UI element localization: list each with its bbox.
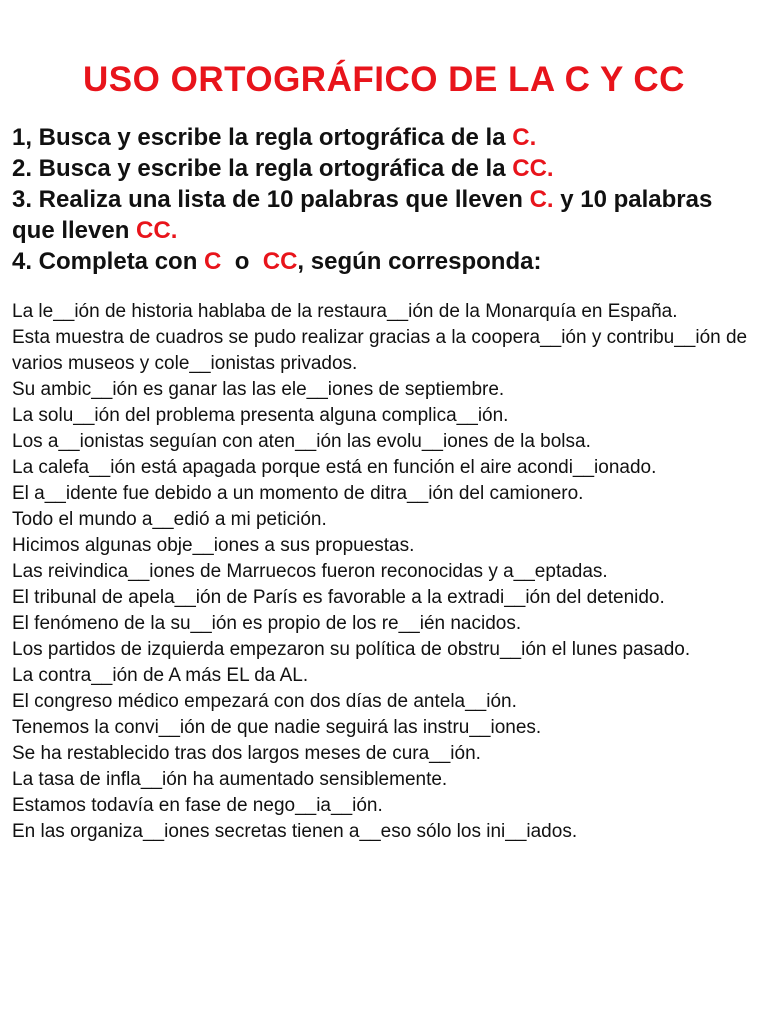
exercise-sentence: La solu__ión del problema presenta alguna complica__ión. [12,405,509,426]
exercise-sentence: En las organiza__iones secretas tienen a__eso sólo los ini__iados. [12,821,578,842]
highlight-c: C. [529,186,554,213]
exercise-sentence: El congreso médico empezará con dos días de antela__ión. [12,691,517,712]
exercise-sentence: La le__ión de historia hablaba de la restaura__ión de la Monarquía en España. [12,301,678,322]
exercise-sentence: La tasa de infla__ión ha aumentado sensiblemente. [12,769,448,790]
exercise-sentence: El fenómeno de la su__ión es propio de los re__ién nacidos. [12,613,522,634]
instruction-3: 3. Realiza una lista de 10 palabras que lleven C. y 10 palabras que lleven CC. [12,186,719,244]
exercise-sentence: Esta muestra de cuadros se pudo realizar gracias a la coopera__ión y contribu__ión de varios museos y cole__ionistas privados. [12,327,748,374]
instruction-2: 2. Busca y escribe la regla ortográfica de la CC. [12,155,554,182]
exercise-sentence: La contra__ión de A más EL da AL. [12,665,309,686]
exercise-sentence: Todo el mundo a__edió a mi petición. [12,509,327,530]
exercise-sentence: La calefa__ión está apagada porque está en función el aire acondi__ionado. [12,457,657,478]
exercise-sentence: El tribunal de apela__ión de París es favorable a la extradi__ión del detenido. [12,587,665,608]
highlight-cc: CC. [512,155,554,182]
highlight-c: C. [512,124,537,151]
instruction-4: 4. Completa con C o CC, según corresponda: [12,248,542,275]
highlight-cc: CC [262,248,298,275]
exercise-sentence: Los partidos de izquierda empezaron su política de obstru__ión el lunes pasado. [12,639,691,660]
exercise-sentence: Tenemos la convi__ión de que nadie seguirá las instru__iones. [12,717,542,738]
highlight-cc: CC. [136,217,178,244]
instruction-1: 1, Busca y escribe la regla ortográfica de la C. [12,124,537,151]
page-title: USO ORTOGRÁFICO DE LA C Y CC [83,60,685,99]
highlight-c: C [204,248,222,275]
exercise-sentence: Su ambic__ión es ganar las las ele__iones de septiembre. [12,379,505,400]
exercise-sentence: Hicimos algunas obje__iones a sus propuestas. [12,535,415,556]
instructions-list [12,122,756,277]
exercise-sentence: Las reivindica__iones de Marruecos fueron reconocidas y a__eptadas. [12,561,608,582]
exercise-sentence: Estamos todavía en fase de nego__ia__ión. [12,795,383,816]
exercise-sentence: Los a__ionistas seguían con aten__ión las evolu__iones de la bolsa. [12,431,591,452]
exercise-sentence: Se ha restablecido tras dos largos meses de cura__ión. [12,743,481,764]
exercise-sentence: El a__idente fue debido a un momento de ditra__ión del camionero. [12,483,584,504]
exercise-sentences [12,299,756,845]
